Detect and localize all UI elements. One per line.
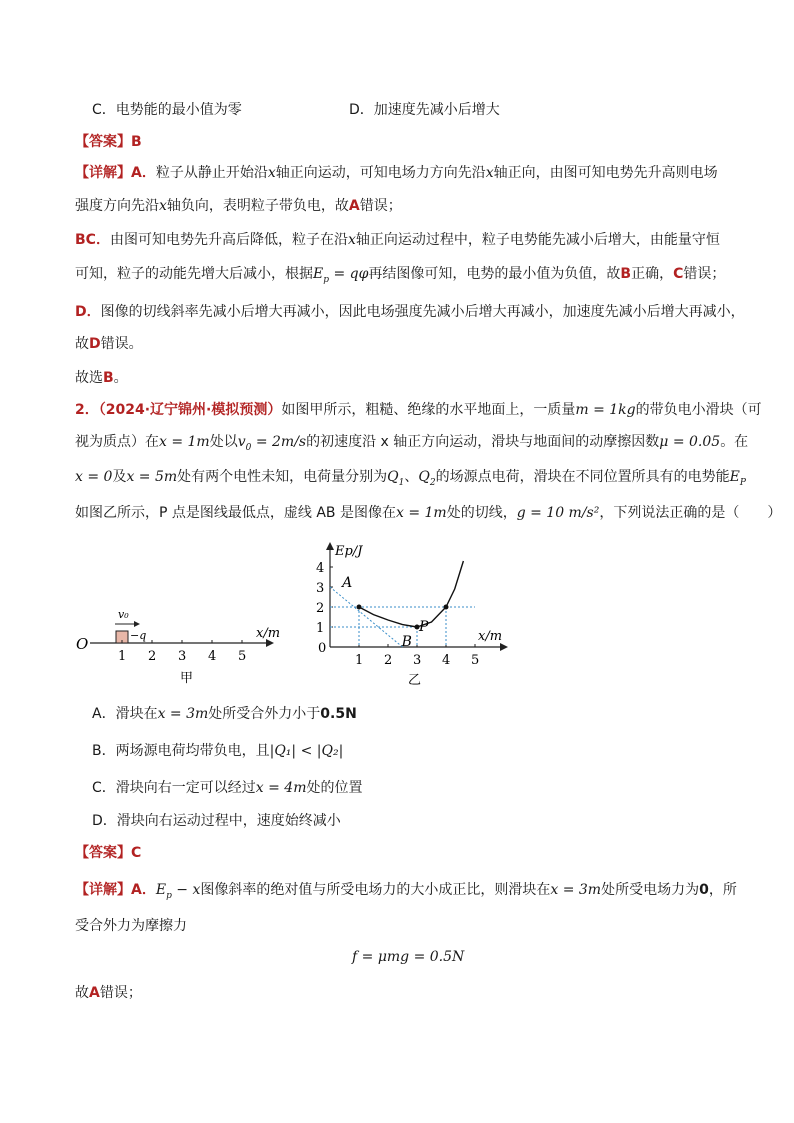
math-x: x — [159, 198, 167, 214]
text: 故 — [75, 336, 89, 352]
math-x1: x = 1m — [395, 505, 447, 521]
math-x: x — [347, 232, 356, 248]
math-x3: x = 3m — [550, 882, 602, 898]
q2-option-c — [92, 778, 363, 798]
point-label-p: P — [419, 619, 429, 635]
text: 的初速度沿 x 轴正方向运动，滑块与地面间的动摩擦因数 — [306, 434, 660, 450]
y-tick-label: 1 — [316, 621, 325, 636]
detail-bc-line2 — [75, 264, 725, 290]
text: 故 — [75, 985, 89, 1001]
x-tick-label: 1 — [355, 653, 364, 668]
text: 处有两个电性未知，电荷量分别为 — [177, 469, 388, 485]
bc-label: BC． — [75, 232, 110, 248]
y-axis-label: Ep/J — [335, 544, 363, 559]
q2-line2 — [75, 432, 748, 458]
y-axis-arrow — [326, 542, 334, 550]
y-tick-label: 2 — [316, 601, 325, 616]
letter-b: B — [620, 266, 632, 282]
detail-label: 【详解】 — [75, 882, 131, 898]
text: C．滑块向右一定可以经过 — [92, 780, 256, 796]
text: 处所受电场力为 — [601, 882, 700, 898]
figure-yi-chart — [310, 542, 520, 692]
ep-formula: $E_p = q\varphi$ — [313, 266, 369, 285]
q2-detail-line2 — [75, 916, 187, 936]
math-x5: x = 5m — [126, 469, 178, 485]
text: 处的位置 — [306, 780, 363, 796]
math-q1: $Q_1$ — [387, 469, 405, 488]
text: 错误； — [359, 198, 402, 214]
text: 错误； — [99, 985, 142, 1001]
y-tick-label: 4 — [316, 561, 325, 576]
text: 处所受合外力小于 — [208, 706, 321, 722]
text: 再结图像可知，电势的最小值为负值，故 — [368, 266, 621, 282]
q2-line3 — [75, 467, 746, 493]
figure-jia — [70, 600, 280, 690]
jia-tick-label: 1 — [118, 649, 127, 664]
text: 轴正向，由图可知电势先升高则电场 — [493, 165, 718, 181]
point-x1 — [357, 605, 362, 610]
math-x3: x = 3m — [157, 706, 209, 722]
math-x: x — [485, 165, 494, 181]
text: A．滑块在 — [92, 706, 158, 722]
jia-axis-label: x/m — [256, 626, 280, 641]
text: 处以 — [209, 434, 238, 450]
text: ，所 — [708, 882, 737, 898]
letter-b: B — [103, 370, 114, 386]
text: ，下列说法正确的是（ ） — [599, 505, 782, 521]
detail-d-line1 — [75, 302, 745, 322]
prev-answer — [75, 132, 142, 152]
math-mass: m = 1kg — [575, 402, 636, 418]
y-tick-label: 3 — [316, 581, 325, 596]
answer-label: 【答案】 — [75, 845, 131, 861]
math-abs-q: |Q₁| < |Q₂| — [269, 743, 344, 759]
text: 受合外力为摩擦力 — [75, 918, 187, 934]
q2-option-a — [92, 704, 357, 724]
detail-d-line2 — [75, 334, 143, 354]
text: 轴负向，表明粒子带负电，故 — [166, 198, 349, 214]
math-x4: x = 4m — [255, 780, 307, 796]
math-half-n: 0.5N — [320, 706, 357, 722]
question-number: 2． — [75, 402, 99, 418]
jia-charge: −q — [130, 629, 147, 642]
tangent-ab — [330, 587, 403, 647]
text: 及 — [112, 469, 127, 485]
point-x4 — [444, 605, 449, 610]
option-a-label: A． — [131, 165, 156, 181]
math-mu: μ = 0.05 — [659, 434, 721, 450]
prev-option-c: C．电势能的最小值为零 — [92, 102, 242, 118]
jia-tick-label: 5 — [238, 649, 247, 664]
text: 图像斜率的绝对值与所受电场力的大小成正比，则滑块在 — [200, 882, 551, 898]
text: 、 — [404, 469, 419, 485]
letter-a: A — [348, 198, 360, 214]
formula: f = μmg = 0.5N — [352, 949, 465, 965]
detail-bc-line1 — [75, 230, 720, 250]
detail-a-line2 — [75, 196, 402, 216]
math-v0: $v_0 = 2m/s$ — [237, 434, 307, 453]
jia-origin: O — [76, 635, 89, 653]
math-zero: 0 — [699, 882, 709, 898]
text: 处的切线， — [446, 505, 517, 521]
math-x1: x = 1m — [159, 434, 210, 450]
jia-velocity: v₀ — [118, 608, 129, 621]
q2-detail-line1 — [75, 880, 737, 906]
text: 如图乙所示，P 点是图线最低点，虚线 AB 是图像在 — [75, 505, 396, 521]
x-tick-label: 3 — [413, 653, 422, 668]
d-label: D． — [75, 304, 101, 320]
text: 轴正向运动，可知电场力方向先沿 — [275, 165, 486, 181]
text: 的带负电小滑块（可 — [635, 402, 762, 418]
text: 图像的切线斜率先减小后增大再减小，因此电场强度先减小后增大再减小，加速度先减小后增大再减小， — [100, 304, 745, 320]
text: 粒子从静止开始沿 — [155, 165, 268, 181]
answer-value: B — [131, 134, 142, 150]
q2-answer — [75, 843, 141, 863]
x-tick-label: 2 — [384, 653, 393, 668]
q2-line4 — [75, 503, 781, 523]
text: 强度方向先沿 — [75, 198, 159, 214]
answer-value: C — [131, 845, 142, 861]
conclusion — [75, 368, 128, 388]
q2-option-d: D．滑块向右运动过程中，速度始终减小 — [92, 813, 341, 829]
math-ep-x: $E_p - x$ — [155, 882, 201, 901]
math-ep: $E_P$ — [729, 469, 746, 488]
q2-option-b — [92, 741, 343, 761]
prev-option-d: D．加速度先减小后增大 — [349, 102, 500, 118]
text: 可知，粒子的动能先增大后减小，根据 — [75, 266, 313, 282]
jia-tick-label: 3 — [178, 649, 187, 664]
q2-line1 — [75, 400, 762, 420]
math-g: g = 10 m/s² — [516, 505, 600, 521]
ep-curve — [359, 561, 463, 627]
jia-tick-label: 2 — [148, 649, 157, 664]
text: 轴正向运动过程中，粒子电势能先减小后增大，由能量守恒 — [355, 232, 720, 248]
x-axis-arrow — [500, 643, 508, 651]
text: 如图甲所示，粗糙、绝缘的水平地面上，一质量 — [281, 402, 576, 418]
point-label-a: A — [342, 575, 353, 591]
option-a-label: A． — [131, 882, 156, 898]
text: 视为质点）在 — [75, 434, 159, 450]
origin-label: 0 — [318, 641, 327, 656]
x-axis-label: x/m — [478, 629, 503, 644]
text: 。 — [113, 370, 128, 386]
detail-label: 【详解】 — [75, 165, 131, 181]
answer-label: 【答案】 — [75, 134, 131, 150]
text: 错误。 — [100, 336, 143, 352]
text: 。在 — [720, 434, 749, 450]
text: 的场源点电荷，滑块在不同位置所具有的电势能 — [435, 469, 730, 485]
point-label-b: B — [401, 634, 412, 650]
text: 错误； — [683, 266, 726, 282]
detail-a-line1 — [75, 163, 718, 183]
math-q2: $Q_2$ — [418, 469, 436, 488]
x-tick-label: 4 — [442, 653, 451, 668]
jia-caption: 甲 — [180, 671, 194, 686]
math-x: x — [267, 165, 276, 181]
letter-c: C — [673, 266, 684, 282]
text: 正确， — [631, 266, 674, 282]
x-tick-label: 5 — [471, 653, 480, 668]
math-x0: x = 0 — [75, 469, 113, 485]
letter-a: A — [89, 985, 100, 1001]
text: B．两场源电荷均带负电，且 — [92, 743, 270, 759]
chart-caption: 乙 — [408, 673, 422, 688]
q2-conclusion-a — [75, 983, 142, 1003]
question-source: （2024·辽宁锦州·模拟预测） — [98, 402, 282, 418]
text: 故选 — [75, 370, 103, 386]
friction-formula — [352, 947, 464, 967]
text: 由图可知电势先升高后降低，粒子在沿 — [109, 232, 348, 248]
jia-tick-label: 4 — [208, 649, 217, 664]
letter-d: D — [89, 336, 101, 352]
